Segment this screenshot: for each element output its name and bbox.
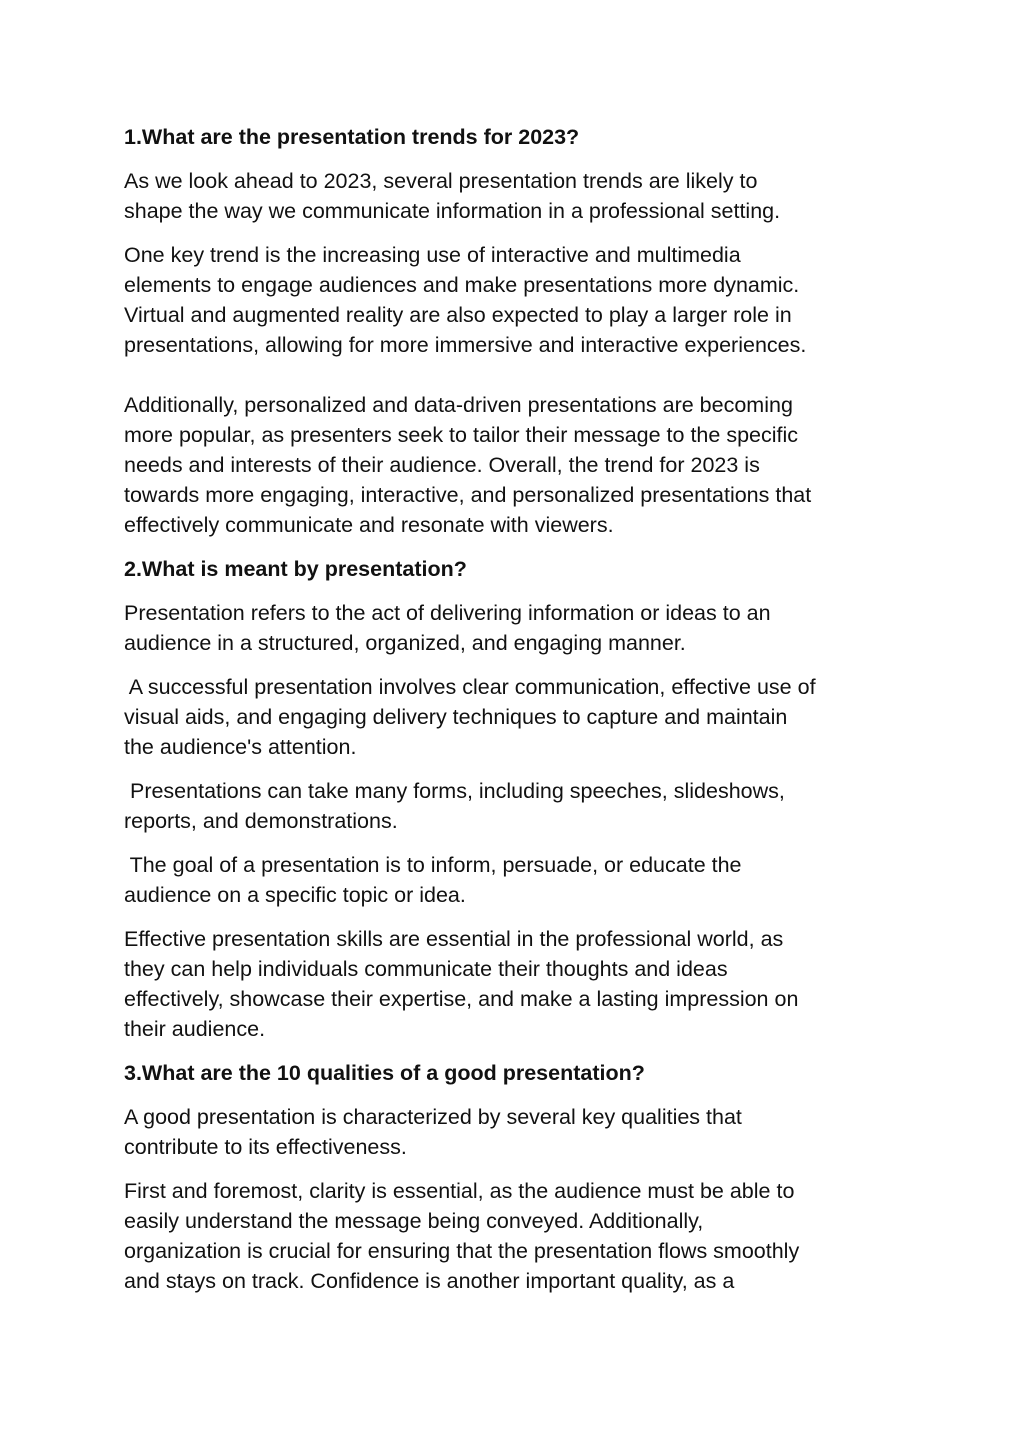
document-body: [124, 122, 924, 1310]
text-line: effectively communicate and resonate with viewers.: [124, 513, 614, 537]
paragraph: [124, 390, 924, 540]
text-line: visual aids, and engaging delivery techniques to capture and maintain: [124, 705, 788, 729]
text-line: Effective presentation skills are essential in the professional world, as: [124, 927, 784, 951]
text-line: elements to engage audiences and make presentations more dynamic.: [124, 273, 800, 297]
text-line: they can help individuals communicate their thoughts and ideas: [124, 957, 728, 981]
section-heading: 1.What are the presentation trends for 2023?: [124, 125, 580, 149]
text-line: One key trend is the increasing use of interactive and multimedia: [124, 243, 741, 267]
text-line: presentations, allowing for more immersive and interactive experiences.: [124, 333, 807, 357]
text-line: easily understand the message being conveyed. Additionally,: [124, 1209, 704, 1233]
text-line: Additionally, personalized and data-driven presentations are becoming: [124, 393, 793, 417]
section-heading: 3.What are the 10 qualities of a good presentation?: [124, 1061, 645, 1085]
paragraph: [124, 598, 924, 658]
paragraph: [124, 240, 924, 360]
text-line: First and foremost, clarity is essential, as the audience must be able to: [124, 1179, 795, 1203]
paragraph: [124, 166, 924, 226]
paragraph: [124, 1176, 924, 1296]
text-line: Virtual and augmented reality are also expected to play a larger role in: [124, 303, 792, 327]
text-line: the audience's attention.: [124, 735, 357, 759]
text-line: A good presentation is characterized by several key qualities that: [124, 1105, 742, 1129]
text-line: organization is crucial for ensuring that the presentation flows smoothly: [124, 1239, 800, 1263]
text-line: Presentation refers to the act of delivering information or ideas to an: [124, 601, 771, 625]
text-line: more popular, as presenters seek to tailor their message to the specific: [124, 423, 799, 447]
text-line: audience in a structured, organized, and engaging manner.: [124, 631, 686, 655]
text-line: their audience.: [124, 1017, 266, 1041]
text-line: Presentations can take many forms, including speeches, slideshows,: [124, 779, 785, 803]
blank-line: [124, 374, 924, 390]
text-line: needs and interests of their audience. Overall, the trend for 2023 is: [124, 453, 760, 477]
text-line: audience on a specific topic or idea.: [124, 883, 466, 907]
text-line: The goal of a presentation is to inform, persuade, or educate the: [124, 853, 742, 877]
paragraph: [124, 924, 924, 1044]
paragraph: [124, 672, 924, 762]
text-line: As we look ahead to 2023, several presentation trends are likely to: [124, 169, 758, 193]
text-line: towards more engaging, interactive, and personalized presentations that: [124, 483, 812, 507]
paragraph: [124, 776, 924, 836]
text-line: reports, and demonstrations.: [124, 809, 398, 833]
section-heading: 2.What is meant by presentation?: [124, 557, 467, 581]
text-line: shape the way we communicate information in a professional setting.: [124, 199, 781, 223]
paragraph: [124, 1102, 924, 1162]
text-line: contribute to its effectiveness.: [124, 1135, 407, 1159]
text-line: effectively, showcase their expertise, and make a lasting impression on: [124, 987, 799, 1011]
text-line: and stays on track. Confidence is another important quality, as a: [124, 1269, 735, 1293]
text-line: A successful presentation involves clear communication, effective use of: [124, 675, 816, 699]
paragraph: [124, 850, 924, 910]
